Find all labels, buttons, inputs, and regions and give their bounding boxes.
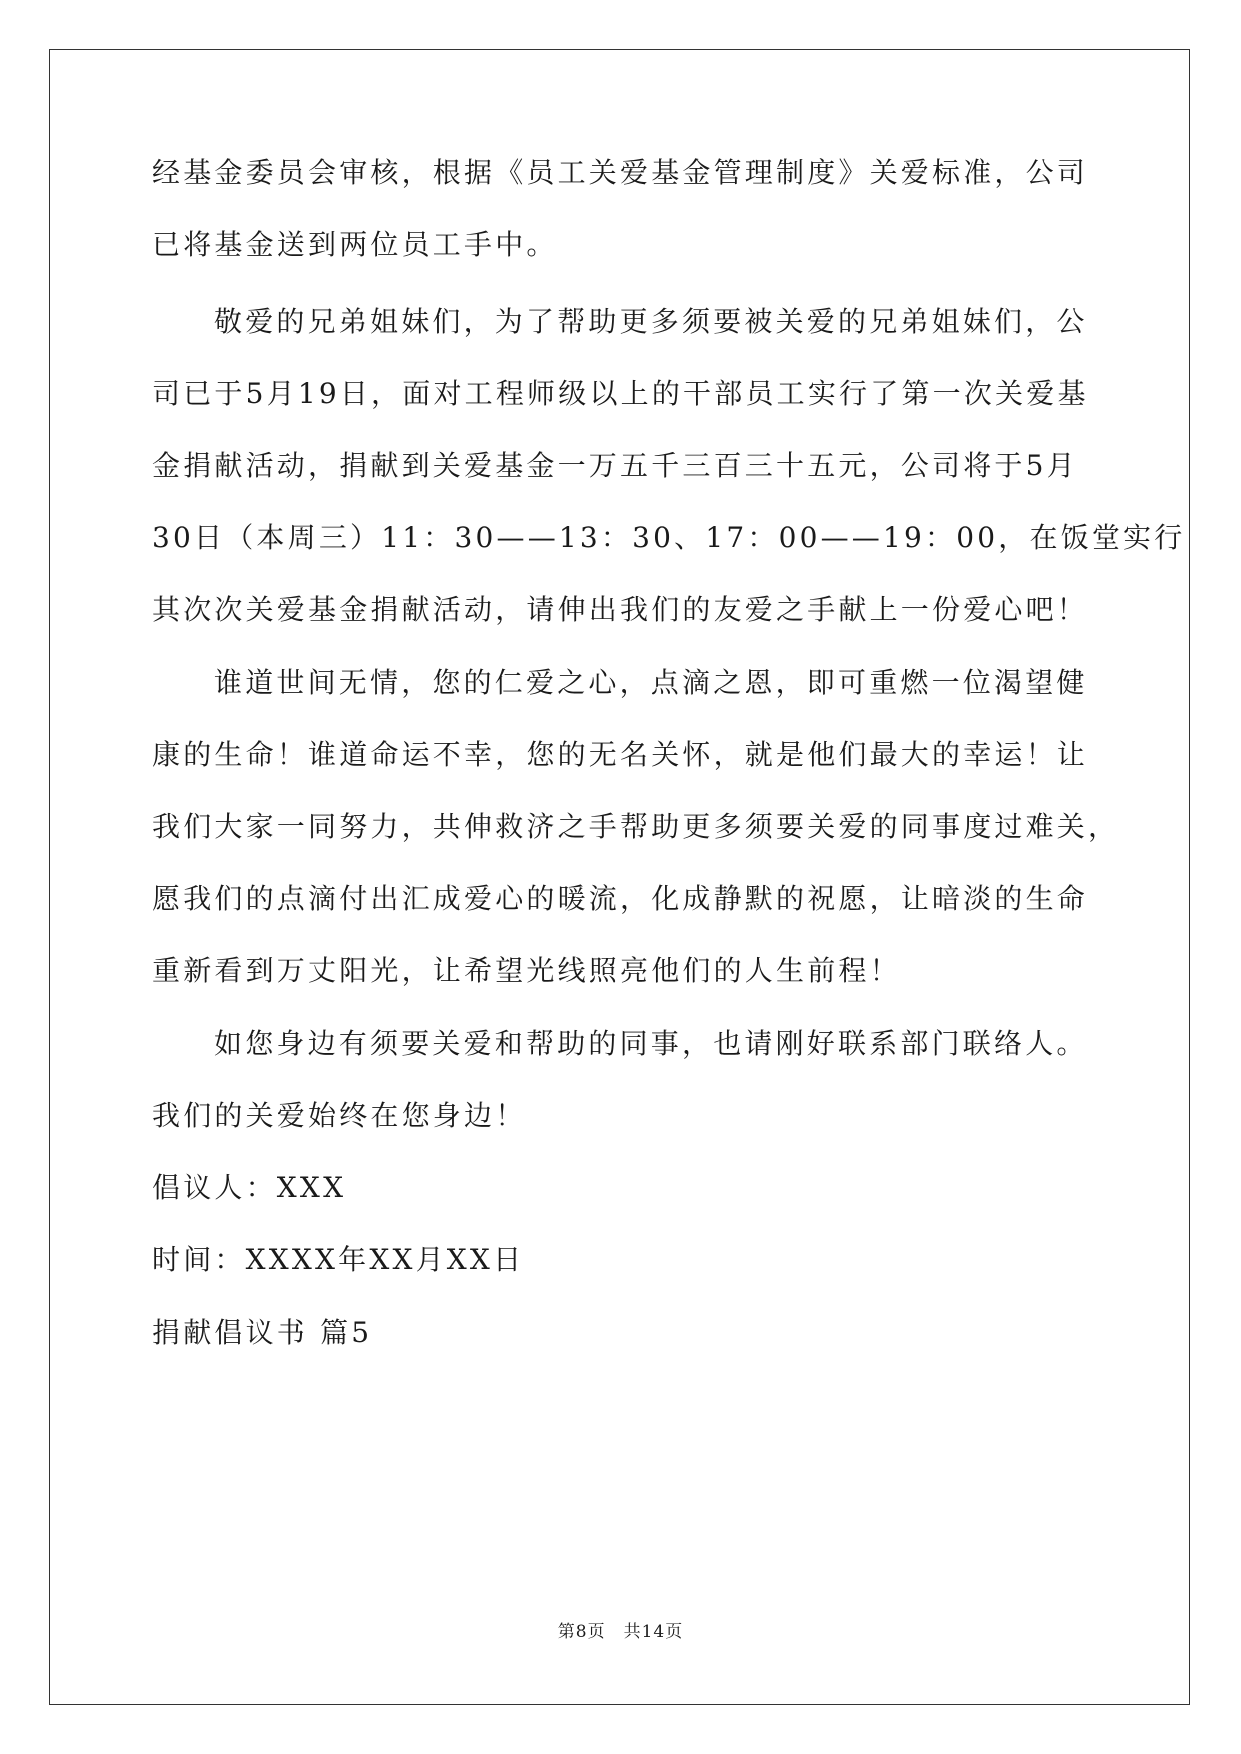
page-footer: 第8页 共14页	[557, 1622, 684, 1642]
signature-date: 时间：XXXX年XX月XX日	[152, 1243, 525, 1276]
paragraph-3-line-4: 愿我们的点滴付出汇成爱心的暖流，化成静默的祝愿，让暗淡的生命	[152, 882, 1089, 915]
paragraph-2-line-2: 司已于5月19日，面对工程师级以上的干部员工实行了第一次关爱基	[152, 377, 1089, 410]
page-border	[49, 49, 1190, 1705]
paragraph-1-line-2: 已将基金送到两位员工手中。	[152, 228, 558, 261]
paragraph-4-line-2: 我们的关爱始终在您身边！	[152, 1099, 527, 1132]
paragraph-3-line-1: 谁道世间无情，您的仁爱之心，点滴之恩，即可重燃一位渴望健	[214, 666, 1088, 699]
paragraph-1-line-1: 经基金委员会审核，根据《员工关爱基金管理制度》关爱标准，公司	[152, 156, 1089, 189]
paragraph-2-line-5: 其次次关爱基金捐献活动，请伸出我们的友爱之手献上一份爱心吧！	[152, 593, 1089, 626]
paragraph-4-line-1: 如您身边有须要关爱和帮助的同事，也请刚好联系部门联络人。	[214, 1027, 1088, 1060]
paragraph-2-line-4: 30日（本周三）11：30——13：30、17：00——19：00，在饭堂实行	[152, 521, 1186, 554]
paragraph-3-line-2: 康的生命！谁道命运不幸，您的无名关怀，就是他们最大的幸运！让	[152, 738, 1089, 771]
signature-proposer: 倡议人：XXX	[152, 1171, 347, 1204]
paragraph-2-line-3: 金捐献活动，捐献到关爱基金一万五千三百三十五元，公司将于5月	[152, 449, 1078, 482]
paragraph-2-line-1: 敬爱的兄弟姐妹们，为了帮助更多须要被关爱的兄弟姐妹们，公	[214, 305, 1088, 338]
next-section-heading: 捐献倡议书 篇5	[152, 1316, 373, 1349]
paragraph-3-line-5: 重新看到万丈阳光，让希望光线照亮他们的人生前程！	[152, 954, 901, 987]
paragraph-3-line-3: 我们大家一同努力，共伸救济之手帮助更多须要关爱的同事度过难关，	[152, 810, 1120, 843]
